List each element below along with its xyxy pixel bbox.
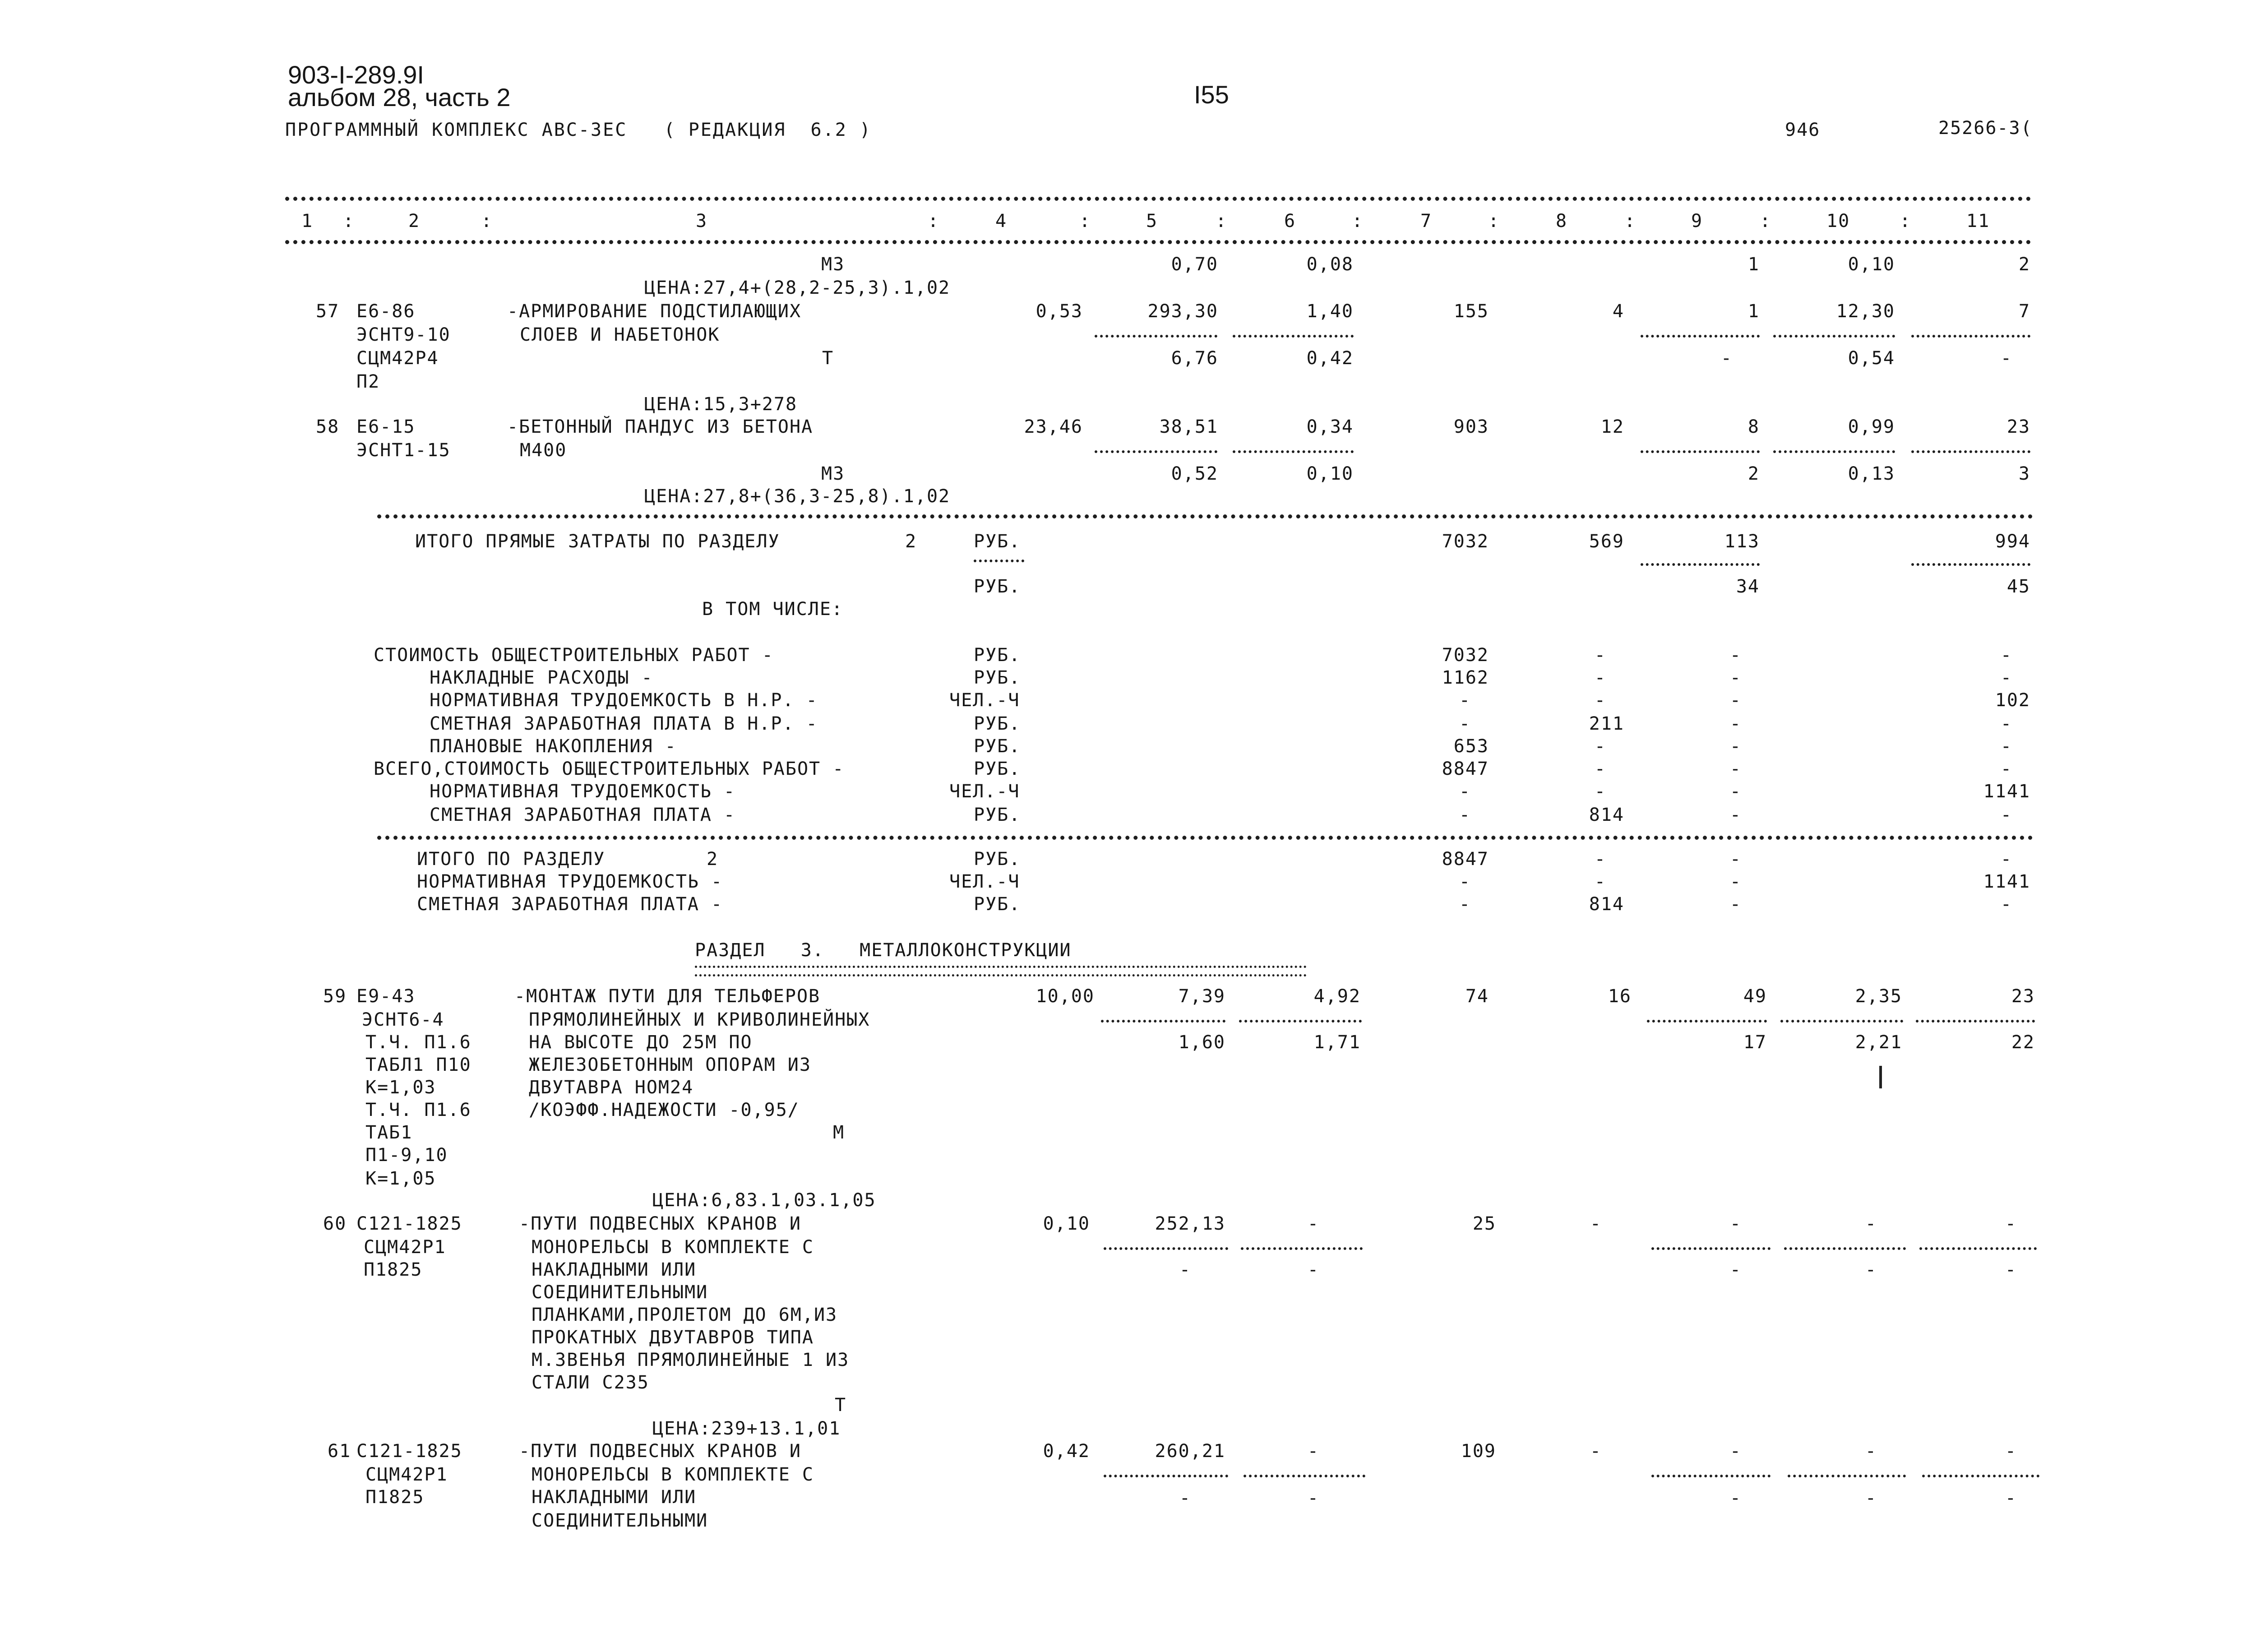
description: ПРЯМОЛИНЕЙНЫХ И КРИВОЛИНЕЙНЫХ [529, 1009, 870, 1030]
section-total-label: ИТОГО ПО РАЗДЕЛУ [417, 849, 606, 870]
doc-number: 25266-3( [1938, 118, 2033, 139]
cell-c5: 6,76 [1171, 348, 1218, 369]
cell-c7: - [1459, 781, 1471, 802]
description: СТАЛИ С235 [532, 1372, 649, 1393]
cell-c10: - [1865, 1259, 1877, 1280]
cell-c8: 4 [1612, 301, 1624, 322]
cell-c7: 8847 [1442, 759, 1489, 779]
rate-code: К=1,05 [365, 1168, 436, 1189]
cell-c5: 260,21 [1155, 1441, 1225, 1462]
cell-c7: - [1459, 713, 1471, 734]
cell-c6: - [1307, 1259, 1319, 1280]
cell-c11: - [2000, 805, 2012, 825]
cell-c8: - [1590, 1441, 1602, 1462]
description: М400 [520, 440, 567, 461]
cell-c6: - [1307, 1213, 1319, 1234]
underline [1911, 335, 2030, 338]
cell-c8: - [1594, 667, 1606, 688]
cell-c10: 2,21 [1855, 1032, 1902, 1053]
underline [1095, 450, 1217, 453]
cell-c9: - [1729, 1213, 1742, 1234]
cell-c10: 0,13 [1848, 463, 1895, 484]
cell-c11: 23 [2006, 416, 2030, 437]
cell-c8: - [1594, 849, 1606, 870]
cell-c11: - [2005, 1441, 2017, 1462]
cell-c10: - [1865, 1441, 1877, 1462]
rate-code: С121-1825 [356, 1441, 462, 1462]
cell-c11: - [2000, 894, 2012, 915]
program-title: ПРОГРАММНЫЙ КОМПЛЕКС АВС-3ЕС ( РЕДАКЦИЯ 6.2 ) [285, 120, 872, 140]
cell-c7: 903 [1453, 416, 1489, 437]
underline [1641, 563, 1760, 566]
unit: М3 [821, 254, 845, 275]
cell-c8: - [1590, 1213, 1602, 1234]
cell-c8: - [1594, 690, 1606, 711]
cell-c8: - [1594, 736, 1606, 757]
pen-mark [1879, 1066, 1882, 1088]
description: МОНОРЕЛЬСЫ В КОМПЛЕКТЕ С [532, 1464, 814, 1485]
cell-c6: 4,92 [1313, 986, 1361, 1007]
underline [1780, 1020, 1903, 1023]
underline [1095, 335, 1217, 338]
col-8: 8 [1556, 211, 1568, 231]
description: НА ВЫСОТЕ ДО 25М ПО [529, 1032, 753, 1053]
rate-code: Т.Ч. П1.6 [365, 1032, 472, 1053]
cell-c8: 814 [1589, 805, 1624, 825]
cell-c8: 569 [1589, 531, 1624, 552]
cell-c7: - [1459, 690, 1471, 711]
breakdown-label: НОРМАТИВНАЯ ТРУДОЕМКОСТЬ - [430, 781, 736, 802]
price-formula: ЦЕНА:27,8+(36,3-25,8).1,02 [644, 486, 951, 507]
breakdown-label: ПЛАНОВЫЕ НАКОПЛЕНИЯ - [430, 736, 677, 757]
cell-c7: 109 [1461, 1441, 1496, 1462]
totals-rule [377, 514, 2033, 518]
cell-c7: 7032 [1442, 645, 1489, 666]
cell-c6: 0,42 [1306, 348, 1354, 369]
section-total-label: НОРМАТИВНАЯ ТРУДОЕМКОСТЬ - [417, 871, 723, 892]
cell-c9: - [1729, 871, 1742, 892]
underline [1911, 450, 2030, 453]
underline [1241, 1247, 1363, 1250]
col-10: 10 [1826, 211, 1850, 231]
column-header-rule [285, 240, 2031, 244]
cell-c10: 0,54 [1848, 348, 1895, 369]
cell-c5: - [1179, 1488, 1191, 1509]
cell-c9: - [1720, 348, 1733, 369]
cell-c8: - [1594, 871, 1606, 892]
underline [1651, 1247, 1771, 1250]
cell-c11: - [2000, 667, 2012, 688]
cell-c9: - [1729, 690, 1742, 711]
cell-c11: - [2000, 849, 2012, 870]
col-sep: : [1760, 211, 1772, 231]
section-total-unit: РУБ. [974, 849, 1021, 870]
col-sep: : [928, 211, 940, 231]
description: -ПУТИ ПОДВЕСНЫХ КРАНОВ И [519, 1441, 801, 1462]
breakdown-label: СМЕТНАЯ ЗАРАБОТНАЯ ПЛАТА В Н.Р. - [430, 713, 818, 734]
col-sep: : [1352, 211, 1364, 231]
cell-c11: 2 [2018, 254, 2030, 275]
cell-c10: 0,10 [1848, 254, 1895, 275]
underline [1919, 1247, 2037, 1250]
cell-c6: - [1307, 1488, 1319, 1509]
cell-c5: 293,30 [1147, 301, 1218, 322]
rate-code: П2 [356, 371, 380, 392]
row-number: 58 [316, 416, 340, 437]
page-number: I55 [1194, 80, 1229, 109]
cell-c11: 3 [2018, 463, 2030, 484]
unit: М [833, 1122, 845, 1143]
cell-c9: - [1729, 805, 1742, 825]
cell-c4: 0,42 [1043, 1441, 1090, 1462]
rate-code: ЭСНТ1-15 [356, 440, 451, 461]
cell-c9: - [1729, 736, 1742, 757]
description: ДВУТАВРА НОМ24 [529, 1077, 694, 1098]
cell-c9: - [1729, 1441, 1742, 1462]
cell-c7: 1162 [1442, 667, 1489, 688]
cell-c9: - [1729, 759, 1742, 779]
rate-code: К=1,03 [365, 1077, 436, 1098]
document-code: 903-I-289.9I [288, 60, 424, 89]
rate-code: ЭСНТ6-4 [362, 1009, 444, 1030]
cell-c11: 22 [2011, 1032, 2035, 1053]
cell-c9: 1 [1747, 301, 1760, 322]
cell-c10: 2,35 [1855, 986, 1902, 1007]
cell-c11: 994 [1995, 531, 2030, 552]
underline [1641, 335, 1760, 338]
including-heading: В ТОМ ЧИСЛЕ: [702, 599, 843, 620]
section-heading-rule [695, 966, 1307, 976]
underline [1916, 1020, 2035, 1023]
col-sep: : [1488, 211, 1500, 231]
cell-c6: 0,08 [1306, 254, 1354, 275]
cell-c11: 45 [2006, 576, 2030, 597]
underline [1233, 335, 1354, 338]
cell-c8: - [1594, 759, 1606, 779]
cell-c7: 8847 [1442, 849, 1489, 870]
col-7: 7 [1420, 211, 1433, 231]
col-9: 9 [1691, 211, 1703, 231]
cell-c11: 1141 [1983, 781, 2030, 802]
rate-code: Е6-15 [356, 416, 416, 437]
cell-c5: 38,51 [1159, 416, 1218, 437]
cell-c5: - [1179, 1259, 1191, 1280]
cell-c9: - [1729, 1259, 1742, 1280]
section-total-rule [377, 836, 2033, 840]
rate-code: ТАБЛ1 П10 [365, 1055, 472, 1075]
cell-c9: - [1729, 849, 1742, 870]
breakdown-label: СТОИМОСТЬ ОБЩЕСТРОИТЕЛЬНЫХ РАБОТ - [374, 645, 774, 666]
cell-c7: 7032 [1442, 531, 1489, 552]
cell-c11: - [2005, 1213, 2017, 1234]
cell-c11: - [2005, 1259, 2017, 1280]
col-11: 11 [1966, 211, 1990, 231]
cell-c4: 0,10 [1043, 1213, 1090, 1234]
underline [1233, 450, 1354, 453]
unit: Т [822, 348, 834, 369]
col-sep: : [343, 211, 355, 231]
description: ПЛАНКАМИ,ПРОЛЕТОМ ДО 6М,ИЗ [532, 1305, 838, 1325]
section-total-unit: ЧЕЛ.-Ч [949, 871, 1020, 892]
price-formula: ЦЕНА:239+13.1,01 [652, 1418, 841, 1439]
underline [1641, 450, 1760, 453]
cell-c11: - [2005, 1488, 2017, 1509]
underline [1773, 450, 1895, 453]
col-sep: : [1216, 211, 1228, 231]
description: -ПУТИ ПОДВЕСНЫХ КРАНОВ И [519, 1213, 801, 1234]
cell-c10: 12,30 [1836, 301, 1895, 322]
cell-c6: 1,40 [1306, 301, 1354, 322]
cell-c11: 23 [2011, 986, 2035, 1007]
description: СЛОЕВ И НАБЕТОНОК [520, 324, 720, 345]
cell-c8: 12 [1600, 416, 1624, 437]
cell-c9: - [1729, 894, 1742, 915]
cell-c10: - [1865, 1488, 1877, 1509]
breakdown-unit: ЧЕЛ.-Ч [949, 690, 1020, 711]
cell-c7: - [1459, 894, 1471, 915]
unit: Т [835, 1395, 847, 1416]
cell-c7: 155 [1453, 301, 1489, 322]
cell-c5: 252,13 [1155, 1213, 1225, 1234]
breakdown-unit: ЧЕЛ.-Ч [949, 781, 1020, 802]
total-unit: РУБ. [974, 576, 1021, 597]
unit: М3 [821, 463, 845, 484]
price-formula: ЦЕНА:15,3+278 [644, 394, 798, 415]
sheet-number: 946 [1785, 120, 1821, 140]
description: -АРМИРОВАНИЕ ПОДСТИЛАЮЩИХ [507, 301, 802, 322]
cell-c8: - [1594, 781, 1606, 802]
description: СОЕДИНИТЕЛЬНЫМИ [532, 1510, 708, 1531]
cell-c9: - [1729, 1488, 1742, 1509]
cell-c8: - [1594, 645, 1606, 666]
underline [1104, 1247, 1228, 1250]
total-label: ИТОГО ПРЯМЫЕ ЗАТРАТЫ ПО РАЗДЕЛУ [415, 531, 780, 552]
price-formula: ЦЕНА:6,83.1,03.1,05 [652, 1190, 876, 1211]
description: СОЕДИНИТЕЛЬНЫМИ [532, 1282, 708, 1303]
cell-c6: 0,10 [1306, 463, 1354, 484]
breakdown-unit: РУБ. [974, 645, 1021, 666]
description: НАКЛАДНЫМИ ИЛИ [532, 1487, 697, 1508]
section-heading: РАЗДЕЛ 3. МЕТАЛЛОКОНСТРУКЦИИ [695, 940, 1072, 961]
cell-c9: 2 [1747, 463, 1760, 484]
cell-c11: - [2000, 736, 2012, 757]
rate-code: П1825 [365, 1487, 425, 1508]
cell-c5: 0,52 [1171, 463, 1218, 484]
underline [1239, 1020, 1362, 1023]
cell-c5: 7,39 [1178, 986, 1225, 1007]
rate-code: Е9-43 [356, 986, 416, 1007]
breakdown-unit: РУБ. [974, 805, 1021, 825]
col-sep: : [1079, 211, 1091, 231]
underline [974, 560, 1024, 562]
total-unit: РУБ. [974, 531, 1021, 552]
breakdown-label: НАКЛАДНЫЕ РАСХОДЫ - [430, 667, 653, 688]
description: -БЕТОННЫЙ ПАНДУС ИЗ БЕТОНА [507, 416, 814, 437]
description: /КОЭФФ.НАДЕЖОСТИ -0,95/ [529, 1100, 800, 1120]
cell-c7: 25 [1472, 1213, 1496, 1234]
rate-code: СЦМ42Р4 [356, 348, 439, 369]
col-3: 3 [696, 211, 708, 231]
cell-c7: 653 [1453, 736, 1489, 757]
cell-c10: - [1865, 1213, 1877, 1234]
col-6: 6 [1284, 211, 1296, 231]
cell-c9: 8 [1747, 416, 1760, 437]
breakdown-unit: РУБ. [974, 667, 1021, 688]
description: МОНОРЕЛЬСЫ В КОМПЛЕКТЕ С [532, 1237, 814, 1258]
underline [1922, 1475, 2039, 1477]
cell-c9: - [1729, 645, 1742, 666]
cell-c11: 102 [1995, 690, 2030, 711]
cell-c6: - [1307, 1441, 1319, 1462]
total-section: 2 [905, 531, 917, 552]
row-number: 60 [323, 1213, 347, 1234]
cell-c9: 49 [1743, 986, 1767, 1007]
col-sep: : [481, 211, 493, 231]
breakdown-unit: РУБ. [974, 713, 1021, 734]
description: -МОНТАЖ ПУТИ ДЛЯ ТЕЛЬФЕРОВ [514, 986, 821, 1007]
rate-code: СЦМ42Р1 [364, 1237, 446, 1258]
underline [1788, 1475, 1906, 1477]
row-number: 59 [323, 986, 347, 1007]
cell-c9: - [1729, 781, 1742, 802]
cell-c8: 16 [1608, 986, 1632, 1007]
cell-c4: 23,46 [1024, 416, 1083, 437]
breakdown-unit: РУБ. [974, 759, 1021, 779]
rate-code: ЭСНТ9-10 [356, 324, 451, 345]
cell-c9: 113 [1724, 531, 1760, 552]
cell-c6: 0,34 [1306, 416, 1354, 437]
cell-c7: - [1459, 871, 1471, 892]
section-total-number: 2 [707, 849, 719, 870]
cell-c5: 1,60 [1178, 1032, 1225, 1053]
col-5: 5 [1146, 211, 1158, 231]
rate-code: П1825 [364, 1259, 423, 1280]
cell-c11: 1141 [1983, 871, 2030, 892]
underline [1244, 1475, 1365, 1477]
cell-c7: - [1459, 805, 1471, 825]
rate-code: Е6-86 [356, 301, 416, 322]
row-number: 57 [316, 301, 340, 322]
breakdown-label: НОРМАТИВНАЯ ТРУДОЕМКОСТЬ В Н.Р. - [430, 690, 818, 711]
rate-code: СЦМ42Р1 [365, 1464, 448, 1485]
price-formula: ЦЕНА:27,4+(28,2-25,3).1,02 [644, 278, 951, 298]
section-total-unit: РУБ. [974, 894, 1021, 915]
rate-code: Т.Ч. П1.6 [365, 1100, 472, 1120]
underline [1784, 1247, 1906, 1250]
col-2: 2 [408, 211, 421, 231]
col-sep: : [1900, 211, 1912, 231]
cell-c8: 814 [1589, 894, 1624, 915]
cell-c7: 74 [1465, 986, 1489, 1007]
breakdown-label: ВСЕГО,СТОИМОСТЬ ОБЩЕСТРОИТЕЛЬНЫХ РАБОТ - [374, 759, 845, 779]
rate-code: П1-9,10 [365, 1145, 448, 1166]
cell-c4: 10,00 [1036, 986, 1095, 1007]
description: ЖЕЛЕЗОБЕТОННЫМ ОПОРАМ ИЗ [529, 1055, 811, 1075]
breakdown-label: СМЕТНАЯ ЗАРАБОТНАЯ ПЛАТА - [430, 805, 736, 825]
cell-c6: 1,71 [1313, 1032, 1361, 1053]
underline [1651, 1475, 1771, 1477]
cell-c9: - [1729, 713, 1742, 734]
underline [1911, 563, 2030, 566]
table-top-rule [285, 197, 2031, 201]
cell-c11: - [2000, 645, 2012, 666]
rate-code: ТАБ1 [365, 1122, 413, 1143]
breakdown-unit: РУБ. [974, 736, 1021, 757]
cell-c9: 34 [1736, 576, 1760, 597]
underline [1647, 1020, 1767, 1023]
cell-c8: 211 [1589, 713, 1624, 734]
cell-c11: - [2000, 759, 2012, 779]
cell-c11: 7 [2018, 301, 2030, 322]
cell-c9: 1 [1747, 254, 1760, 275]
album-part: альбом 28, часть 2 [288, 83, 511, 111]
underline [1101, 1020, 1225, 1023]
description: М.ЗВЕНЬЯ ПРЯМОЛИНЕЙНЫЕ 1 ИЗ [532, 1350, 850, 1370]
col-1: 1 [301, 211, 314, 231]
row-number: 61 [328, 1441, 351, 1462]
section-total-label: СМЕТНАЯ ЗАРАБОТНАЯ ПЛАТА - [417, 894, 723, 915]
cell-c9: - [1729, 667, 1742, 688]
description: ПРОКАТНЫХ ДВУТАВРОВ ТИПА [532, 1327, 814, 1348]
rate-code: С121-1825 [356, 1213, 462, 1234]
description: НАКЛАДНЫМИ ИЛИ [532, 1259, 697, 1280]
col-sep: : [1624, 211, 1637, 231]
col-4: 4 [995, 211, 1008, 231]
cell-c11: - [2000, 713, 2012, 734]
underline [1773, 335, 1895, 338]
underline [1104, 1475, 1228, 1477]
cell-c4: 0,53 [1036, 301, 1083, 322]
cell-c10: 0,99 [1848, 416, 1895, 437]
cell-c9: 17 [1743, 1032, 1767, 1053]
cell-c11: - [2000, 348, 2012, 369]
cell-c5: 0,70 [1171, 254, 1218, 275]
